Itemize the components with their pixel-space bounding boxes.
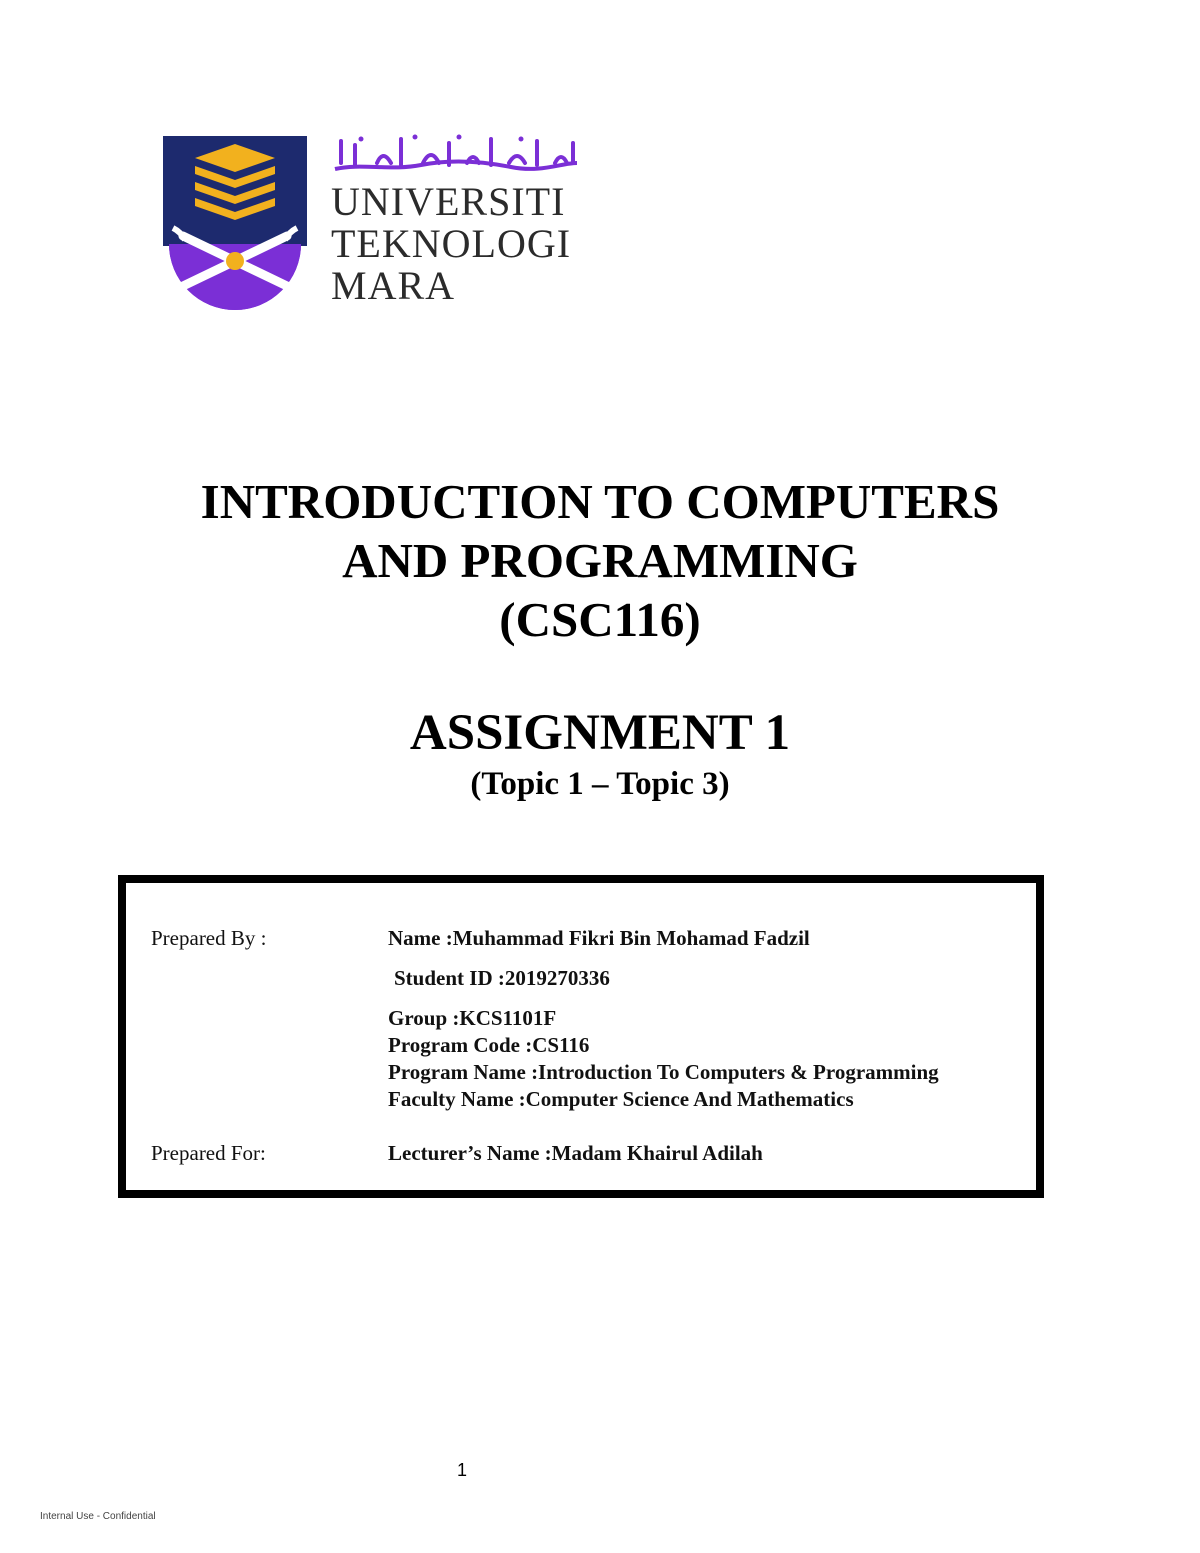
- program-name: Program Name :Introduction To Computers & Programming: [388, 1060, 939, 1084]
- program-code: Program Code :CS116: [388, 1033, 590, 1057]
- university-name-line-3: MARA: [331, 263, 456, 308]
- university-name-line-1: UNIVERSITI: [331, 179, 566, 224]
- student-name: Name :Muhammad Fikri Bin Mohamad Fadzil: [388, 926, 810, 950]
- course-title-line-2: AND PROGRAMMING: [342, 533, 858, 588]
- prepared-for-label: Prepared For:: [151, 1141, 266, 1165]
- university-name-line-2: TEKNOLOGI: [331, 221, 572, 266]
- page-number: 1: [456, 1460, 467, 1480]
- uitm-crest-icon: [163, 136, 307, 312]
- lecturer-name: Lecturer’s Name :Madam Khairul Adilah: [388, 1141, 763, 1165]
- faculty-name: Faculty Name :Computer Science And Mathematics: [388, 1087, 854, 1111]
- confidentiality-footer: Internal Use - Confidential: [40, 1511, 156, 1522]
- student-id: Student ID :2019270336: [394, 966, 610, 990]
- university-name: [331, 181, 571, 307]
- jawi-script-icon: [331, 133, 581, 177]
- student-group: Group :KCS1101F: [388, 1006, 557, 1030]
- logo-jawi-text: [331, 133, 581, 177]
- course-title-line-1: INTRODUCTION TO COMPUTERS: [200, 474, 1000, 529]
- prepared-by-label: Prepared By :: [151, 926, 267, 950]
- details-box: [118, 875, 1044, 1198]
- assignment-topics: (Topic 1 – Topic 3): [470, 766, 730, 802]
- course-title: [0, 472, 1200, 649]
- university-logo: [163, 133, 588, 313]
- course-code: (CSC116): [499, 592, 701, 647]
- assignment-heading: ASSIGNMENT 1: [409, 705, 791, 761]
